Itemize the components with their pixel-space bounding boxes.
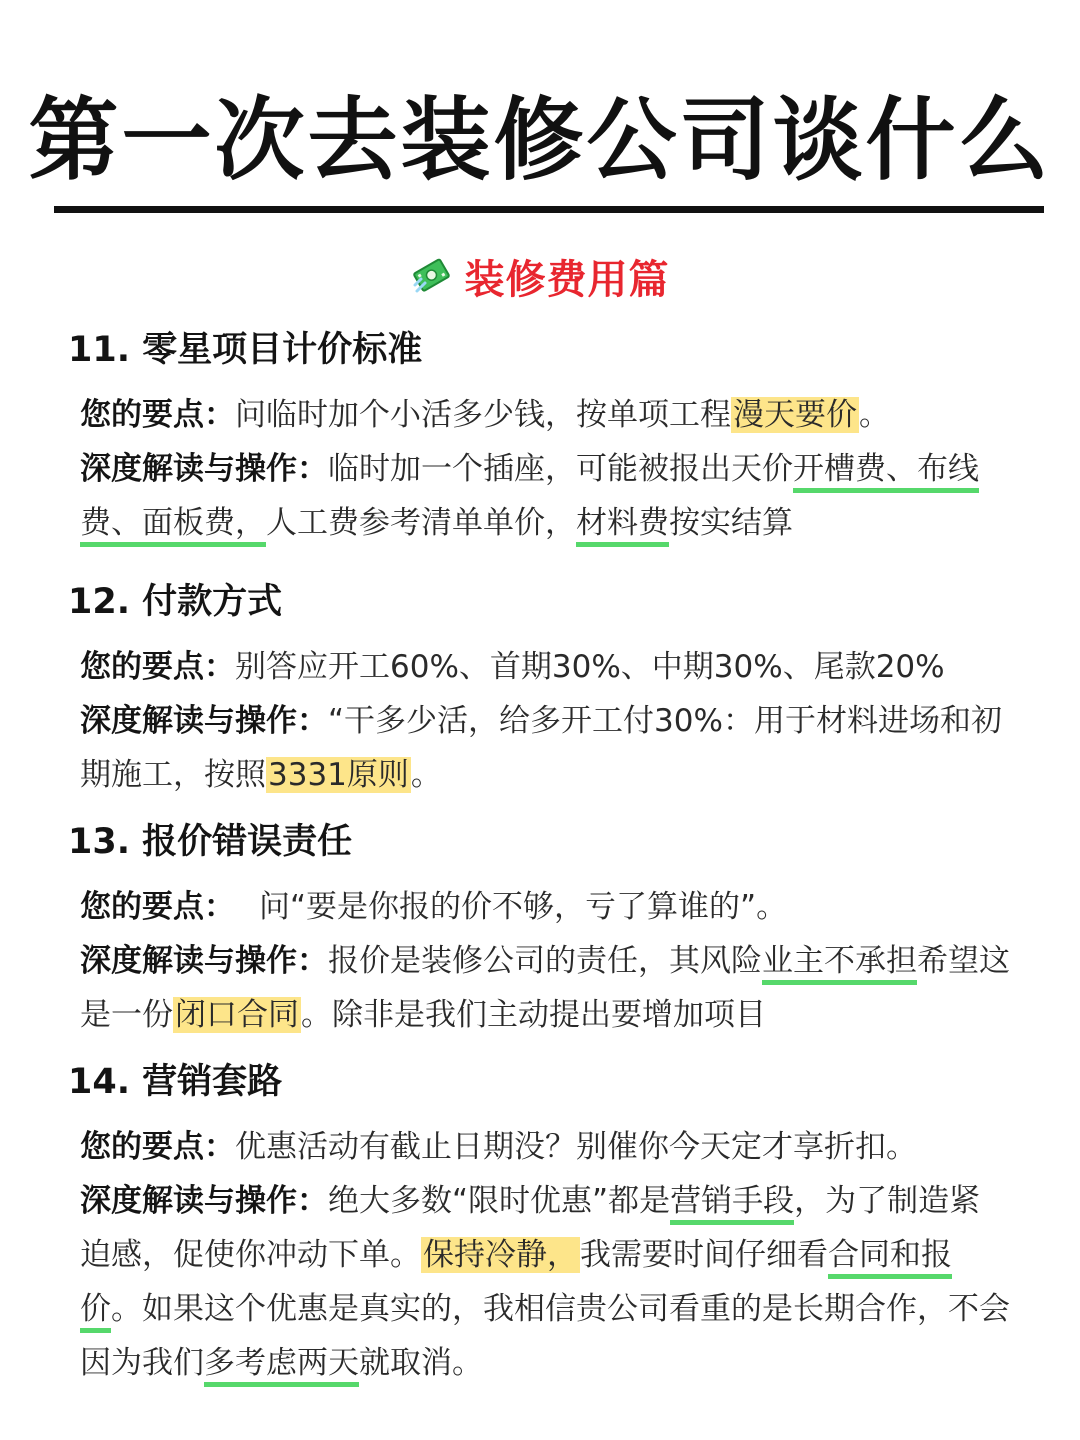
highlight-text: 3331原则 (268, 757, 409, 793)
deep-text: 就取消。 (359, 1345, 483, 1381)
point-text: 问临时加个小活多少钱，按单项工程 (235, 397, 731, 433)
point-label: 您的要点： (80, 889, 235, 925)
deep-text: 人工费参考清单单价， (266, 505, 576, 541)
section-title: 装修费用篇 (464, 256, 670, 303)
deep-text: 我需要时间仔细看 (580, 1237, 828, 1273)
point-text: 优惠活动有截止日期没？别催你今天定才享折扣。 (235, 1129, 917, 1165)
section-header (0, 248, 1080, 304)
item-point (80, 880, 1010, 934)
item-heading: 11. 零星项目计价标准 (68, 330, 423, 370)
underlined-text: 开槽费、 (793, 451, 917, 493)
deep-text: 。 (410, 757, 442, 793)
point-text: 问“要是你报的价不够，亏了算谁的”。 (259, 889, 788, 925)
deep-text: “干多少活，给多开工付30%：用于材料进场和初期施工，按照 (80, 703, 1002, 793)
point-text: 。 (859, 397, 890, 433)
underlined-text: 营销手段 (670, 1183, 794, 1225)
deep-text: 按实结算 (669, 505, 793, 541)
deep-text: 希望这是一份 (80, 943, 1010, 1033)
point-text: 别答应开工60%、首期30%、中期30%、尾款20% (235, 649, 945, 685)
highlight-text: 闭口合同 (175, 997, 299, 1033)
title-underline-divider (54, 206, 1044, 213)
deep-text: 。除非是我们主动提出要增加项目 (301, 997, 766, 1033)
item-point (80, 1120, 1010, 1174)
deep-label: 深度解读与操作： (80, 451, 328, 487)
underlined-text: 合同和报价 (80, 1237, 952, 1333)
point-label: 您的要点： (80, 397, 235, 433)
page-title: 第一次去装修公司谈什么 (28, 88, 1052, 193)
point-label: 您的要点： (80, 649, 235, 685)
point-label: 您的要点： (80, 1129, 235, 1165)
deep-text: 。如果这个优惠是真实的，我相信贵公司看重的是长期合作，不会因为我们 (80, 1291, 1010, 1381)
item-deep (80, 1174, 1010, 1390)
deep-text: ，为了制造紧迫感，促使你冲动下单。 (80, 1183, 981, 1273)
money-icon (411, 255, 453, 297)
item-deep (80, 442, 1010, 550)
item-heading: 13. 报价错误责任 (68, 822, 353, 862)
underlined-text: 面板费， (142, 505, 266, 547)
underlined-text: 业主不承担 (762, 943, 917, 985)
underlined-text: 布线费、 (80, 451, 979, 547)
deep-label: 深度解读与操作： (80, 703, 328, 739)
item-deep (80, 694, 1010, 802)
deep-label: 深度解读与操作： (80, 1183, 328, 1219)
item-point (80, 388, 1010, 442)
highlight-text: 漫天要价 (733, 397, 857, 433)
item-heading: 12. 付款方式 (68, 582, 283, 622)
item-deep (80, 934, 1010, 1042)
item-heading: 14. 营销套路 (68, 1062, 283, 1102)
highlight-text: 保持冷静， (423, 1237, 578, 1273)
deep-text: 绝大多数“限时优惠”都是 (328, 1183, 671, 1219)
deep-text: 临时加一个插座，可能被报出天价 (328, 451, 793, 487)
deep-label: 深度解读与操作： (80, 943, 328, 979)
deep-text: 报价是装修公司的责任，其风险 (328, 943, 762, 979)
underlined-text: 材料费 (576, 505, 669, 547)
item-point (80, 640, 1010, 694)
underlined-text: 多考虑两天 (204, 1345, 359, 1387)
